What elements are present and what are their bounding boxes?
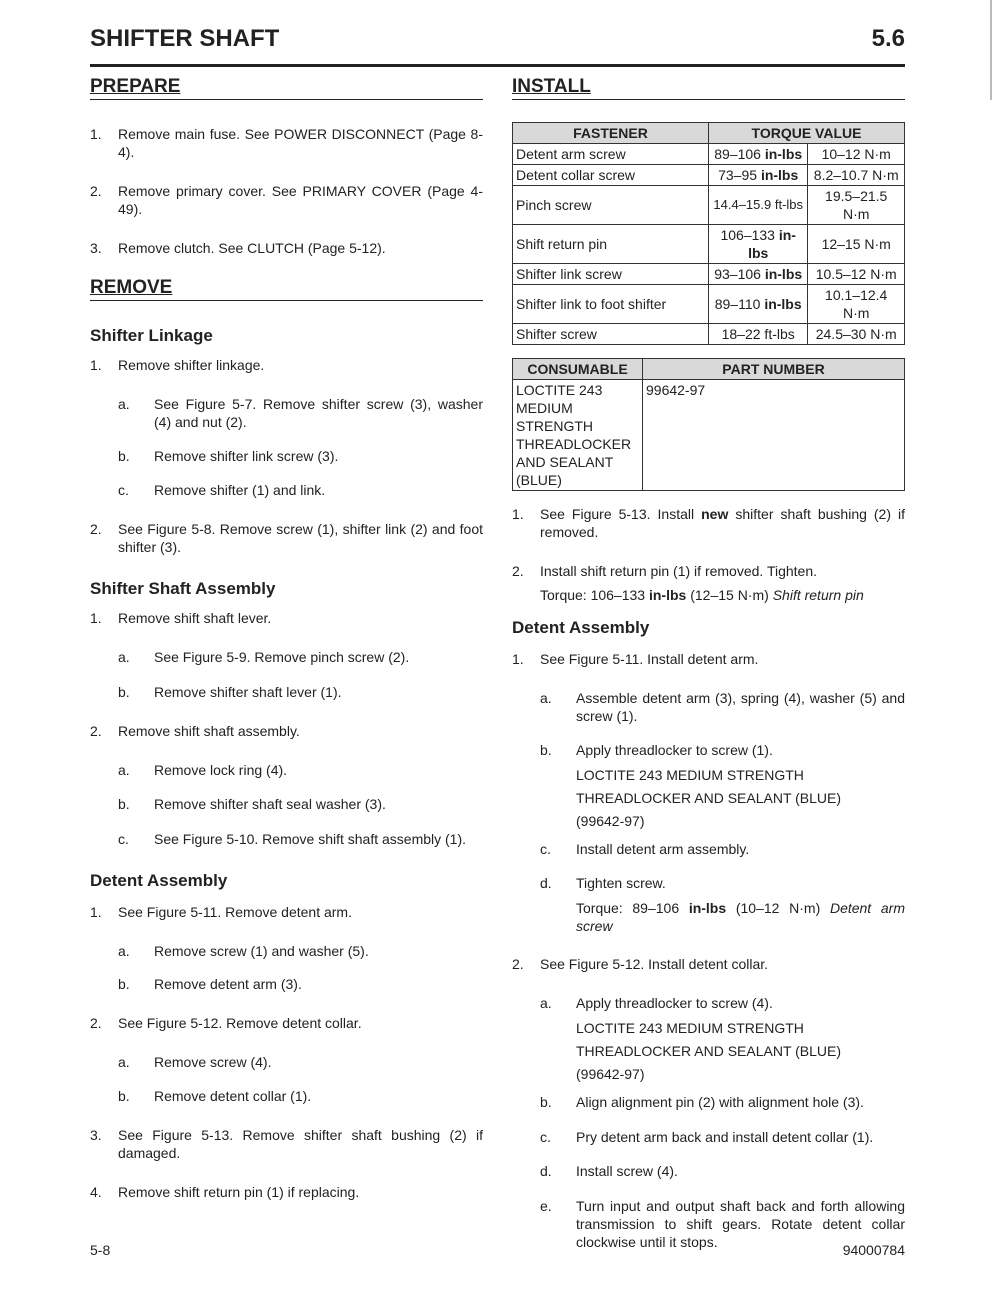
consumable-column-header: CONSUMABLE [513, 359, 643, 380]
detent-remove-step-2: 2. See Figure 5-12. Remove detent collar. [90, 1015, 362, 1031]
header-rule [90, 64, 905, 67]
shaft-step-2a: a. Remove lock ring (4). [118, 762, 288, 778]
linkage-step-1a: a. See Figure 5-7. Remove shifter screw (3), washer (4) and nut (2). [118, 396, 483, 430]
shifter-linkage-title: Shifter Linkage [90, 326, 213, 345]
consumable-table [512, 358, 905, 491]
detent-remove-step-1b: b. Remove detent arm (3). [118, 976, 302, 992]
fastener-column-header: FASTENER [513, 123, 709, 144]
detent-install-step-1a: a. Assemble detent arm (3), spring (4), washer (5) and screw (1). [540, 690, 905, 724]
detent-assembly-install-title: Detent Assembly [512, 618, 650, 637]
prepare-heading: PREPARE [90, 70, 483, 100]
shaft-step-1b: b. Remove shifter shaft lever (1). [118, 684, 342, 700]
detent-install-step-1d: d. Tighten screw. [540, 875, 666, 891]
section-number: 5.6 [871, 25, 905, 52]
detent-remove-step-1a: a. Remove screw (1) and washer (5). [118, 943, 369, 959]
install-step-1: 1. See Figure 5-13. Install new shifter shaft bushing (2) if removed. [512, 506, 906, 540]
table-row: Detent arm screw 89–106 in-lbs 10–12 N·m [513, 144, 905, 165]
shaft-step-2: 2. Remove shift shaft assembly. [90, 723, 300, 739]
detent-install-step-2b: b. Align alignment pin (2) with alignment hole (3). [540, 1094, 864, 1110]
shifter-shaft-assembly-title: Shifter Shaft Assembly [90, 579, 276, 598]
table-row: Shifter link screw 93–106 in-lbs 10.5–12 N·m [513, 264, 905, 285]
detent-install-step-1b: b. Apply threadlocker to screw (1). [540, 742, 773, 758]
prepare-step-3: 3. Remove clutch. See CLUTCH (Page 5-12). [90, 240, 386, 256]
prepare-step-1: 1. Remove main fuse. See POWER DISCONNECT (Page 8-4). [90, 126, 483, 160]
detent-remove-step-1: 1. See Figure 5-11. Remove detent arm. [90, 904, 352, 920]
table-row: Shift return pin 106–133 in-lbs 12–15 N·m [513, 225, 905, 264]
detent-install-step-1: 1. See Figure 5-11. Install detent arm. [512, 651, 759, 667]
shaft-step-2b: b. Remove shifter shaft seal washer (3). [118, 796, 386, 812]
page-title: SHIFTER SHAFT [90, 25, 280, 52]
detent-install-step-2d: d. Install screw (4). [540, 1163, 678, 1179]
detent-remove-step-4: 4. Remove shift return pin (1) if replacing. [90, 1184, 360, 1200]
linkage-step-1c: c. Remove shifter (1) and link. [118, 482, 326, 498]
shaft-step-1a: a. See Figure 5-9. Remove pinch screw (2). [118, 649, 410, 665]
page-edge-line [990, 0, 992, 100]
shift-return-pin-torque: Torque: 106–133 in-lbs (12–15 N·m) Shift return pin [540, 587, 864, 603]
table-row: Shifter link to foot shifter 89–110 in-lbs 10.1–12.4 N·m [513, 285, 905, 324]
fastener-torque-table [512, 122, 905, 345]
detent-install-step-2: 2. See Figure 5-12. Install detent collar. [512, 956, 769, 972]
table-row: LOCTITE 243 MEDIUM STRENGTH THREADLOCKER AND SEALANT (BLUE) 99642-97 [513, 380, 905, 491]
linkage-step-2: 2. See Figure 5-8. Remove screw (1), shifter link (2) and foot shifter (3). [90, 521, 483, 555]
prepare-step-2: 2. Remove primary cover. See PRIMARY COVER (Page 4-49). [90, 183, 483, 217]
detent-install-step-2c: c. Pry detent arm back and install detent collar (1). [540, 1129, 874, 1145]
table-header-row [513, 123, 905, 144]
threadlocker-note-2: LOCTITE 243 MEDIUM STRENGTH THREADLOCKER AND SEALANT (BLUE) (99642-97) [576, 1020, 842, 1082]
document-number: 94000784 [842, 1242, 905, 1258]
detent-remove-step-2a: a. Remove screw (4). [118, 1054, 272, 1070]
remove-heading: REMOVE [90, 271, 483, 301]
linkage-step-1: 1. Remove shifter linkage. [90, 357, 265, 373]
detent-install-step-2e: e. Turn input and output shaft back and forth allowing transmission to shift gears. Rotate detent collar clockwise until it stops. [540, 1198, 905, 1250]
install-step-2: 2. Install shift return pin (1) if removed. Tighten. [512, 563, 818, 579]
detent-install-step-2a: a. Apply threadlocker to screw (4). [540, 995, 773, 1011]
detent-install-step-1c: c. Install detent arm assembly. [540, 841, 750, 857]
torque-column-header: TORQUE VALUE [709, 123, 905, 144]
detent-arm-screw-torque: Torque: 89–106 in-lbs (10–12 N·m) Detent arm screw [576, 900, 906, 934]
linkage-step-1b: b. Remove shifter link screw (3). [118, 448, 339, 464]
detent-assembly-remove-title: Detent Assembly [90, 871, 228, 890]
page-number: 5-8 [90, 1242, 111, 1258]
left-column [90, 70, 483, 1201]
right-column [512, 70, 905, 1251]
detent-remove-step-2b: b. Remove detent collar (1). [118, 1088, 312, 1104]
detent-remove-step-3: 3. See Figure 5-13. Remove shifter shaft bushing (2) if damaged. [90, 1127, 483, 1161]
table-header-row [513, 359, 905, 380]
part-number-column-header: PART NUMBER [643, 359, 905, 380]
install-heading: INSTALL [512, 70, 905, 100]
shaft-step-2c: c. See Figure 5-10. Remove shift shaft assembly (1). [118, 831, 467, 847]
threadlocker-note-1: LOCTITE 243 MEDIUM STRENGTH THREADLOCKER AND SEALANT (BLUE) (99642-97) [576, 767, 842, 829]
table-row: Detent collar screw 73–95 in-lbs 8.2–10.7 N·m [513, 165, 905, 186]
table-row: Pinch screw 14.4–15.9 ft-lbs 19.5–21.5 N·m [513, 186, 905, 225]
shaft-step-1: 1. Remove shift shaft lever. [90, 610, 272, 626]
table-row: Shifter screw 18–22 ft-lbs 24.5–30 N·m [513, 324, 905, 345]
